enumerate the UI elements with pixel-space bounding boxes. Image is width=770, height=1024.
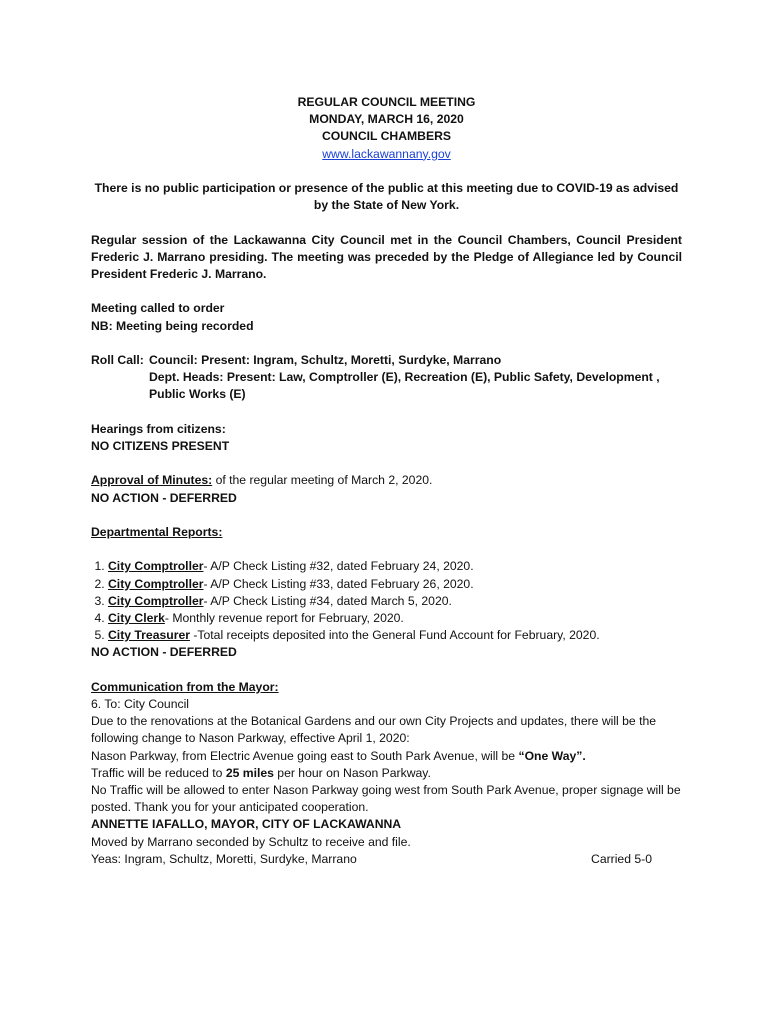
roll-call-dept-heads: Dept. Heads: Present: Law, Comptroller (E), Recreation (E), Public Safety, Development , Public Works (E)	[149, 370, 660, 402]
report-text: - A/P Check Listing #33, dated February 26, 2020.	[203, 576, 474, 591]
meeting-location: COUNCIL CHAMBERS	[321, 129, 452, 144]
report-dept: City Comptroller	[108, 559, 204, 574]
meeting-called: Meeting called to order	[91, 301, 225, 316]
report-text: - Monthly revenue report for February, 2020.	[164, 610, 404, 625]
mayor-one-way: “One Way”.	[518, 748, 586, 763]
list-item	[108, 610, 682, 627]
mayor-item: 6. To: City Council	[91, 696, 189, 711]
minutes-action: NO ACTION - DEFERRED	[91, 490, 237, 505]
minutes-text: of the regular meeting of March 2, 2020.	[212, 473, 433, 488]
report-dept: City Clerk	[108, 610, 165, 625]
list-item	[108, 593, 682, 610]
hearings-heading: Hearings from citizens:	[91, 421, 226, 436]
report-text: - A/P Check Listing #32, dated February 24, 2020.	[203, 559, 474, 574]
mayor-line3-pre: Traffic will be reduced to	[91, 765, 226, 780]
hearings-section	[91, 421, 682, 455]
mayor-heading: Communication from the Mayor:	[91, 679, 279, 694]
meeting-recorded: NB: Meeting being recorded	[91, 318, 254, 333]
hearings-result: NO CITIZENS PRESENT	[91, 438, 230, 453]
reports-list	[91, 558, 682, 644]
meeting-title: REGULAR COUNCIL MEETING	[297, 95, 476, 109]
mayor-para4: No Traffic will be allowed to enter Nason Parkway going west from South Park Avenue, proper signage will be posted. Thank you for your anticipated cooperation.	[91, 782, 681, 815]
website-row	[91, 146, 682, 163]
meeting-date: MONDAY, MARCH 16, 2020	[309, 112, 464, 127]
report-dept: City Comptroller	[108, 593, 204, 608]
report-text: -Total receipts deposited into the General Fund Account for February, 2020.	[189, 628, 600, 643]
minutes-line	[91, 472, 682, 489]
reports-heading: Departmental Reports:	[91, 524, 223, 539]
mayor-para1: Due to the renovations at the Botanical Gardens and our own City Projects and updates, there will be the following change to Nason Parkway, effective April 1, 2020:	[91, 714, 657, 746]
website-link[interactable]: www.lackawannany.gov	[322, 146, 451, 161]
mayor-motion: Moved by Marrano seconded by Schultz to receive and file.	[91, 834, 411, 849]
roll-call	[91, 352, 682, 404]
report-dept: City Comptroller	[108, 576, 204, 591]
mayor-speed: 25 miles	[225, 765, 274, 780]
vote-yeas: Yeas: Ingram, Schultz, Moretti, Surdyke, Marrano	[91, 851, 357, 866]
mayor-section	[91, 679, 682, 868]
mayor-signature: ANNETTE IAFALLO, MAYOR, CITY OF LACKAWANNA	[91, 817, 402, 832]
roll-call-council: Council: Present: Ingram, Schultz, Moretti, Surdyke, Marrano	[149, 352, 502, 367]
mayor-line2-text: Nason Parkway, from Electric Avenue going east to South Park Avenue, will be	[91, 748, 519, 763]
minutes-body	[91, 94, 682, 868]
roll-call-label: Roll Call:	[91, 352, 144, 367]
list-item	[108, 576, 682, 593]
minutes-label: Approval of Minutes:	[91, 473, 213, 488]
minutes-section	[91, 472, 682, 506]
report-text: - A/P Check Listing #34, dated March 5, 2020.	[203, 593, 452, 608]
list-item	[108, 558, 682, 575]
mayor-one-way-line	[91, 748, 682, 765]
call-to-order	[91, 300, 682, 334]
session-intro: Regular session of the Lackawanna City Council met in the Council Chambers, Council President Frederic J. Marrano presiding. The meeting was preceded by the Pledge of Allegiance led by Council President Frederic J. Marrano.	[91, 232, 682, 281]
covid-notice: There is no public participation or presence of the public at this meeting due to COVID-19 as advised by the State of New York.	[94, 181, 679, 213]
vote-row	[91, 851, 682, 868]
vote-result: Carried 5-0	[591, 851, 652, 866]
mayor-speed-line	[91, 765, 682, 782]
reports-action: NO ACTION - DEFERRED	[91, 645, 237, 660]
roll-call-council-row	[91, 352, 682, 369]
report-dept: City Treasurer	[108, 628, 190, 643]
mayor-line3-post: per hour on Nason Parkway.	[273, 765, 431, 780]
list-item	[108, 627, 682, 644]
meeting-header	[91, 94, 682, 146]
